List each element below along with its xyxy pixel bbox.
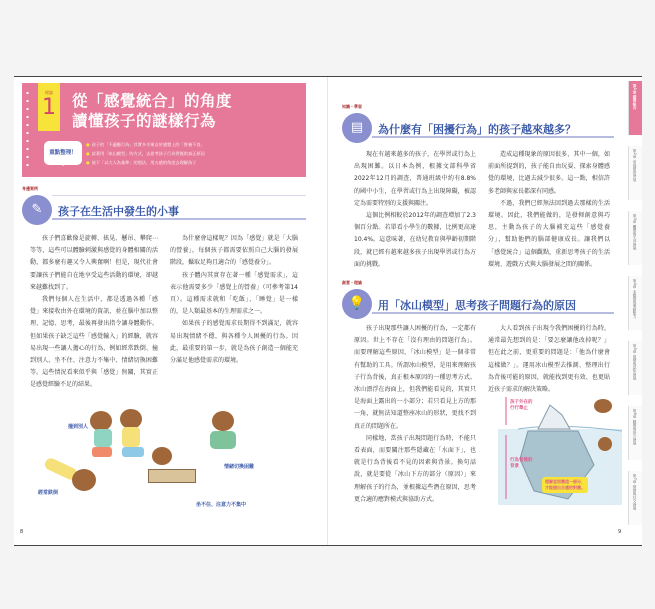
label-emotion: 情緒切換困難 bbox=[224, 464, 255, 470]
lightbulb-icon: 💡 bbox=[342, 289, 372, 319]
body-column-1 bbox=[354, 323, 476, 506]
chapter-tab[interactable]: 第4章 本體覺與運動能力 bbox=[628, 276, 642, 330]
paragraph: 我們每個人在生活中，都是透過各種「感覺」來接收由外在環境的資訊，並在腦中加以整理、記憶、思考，最後再發出指令讓身體動作。但如果孩子缺乏這些「感覺輸入」的經驗，就容易出現一些讓人擔心的行為，例如經常跌倒、撞到別人、坐不住、注意力不集中、情緒切換困難等。這些情況看來似乎與「感覺」無關，其實正是感覺經驗不足的結果。 bbox=[30, 296, 158, 389]
chapter-tab[interactable]: 第2章 前庭覺的發展 bbox=[628, 146, 642, 200]
label-bump: 撞到別人 bbox=[68, 424, 89, 430]
paragraph: 大人看到孩子出現令我們困擾的行為時，通常最先想到的是：「要怎麼讓他改掉呢？」但在此之前，更重要的問題是：「他為什麼會這樣做？」。運用冰山模型去推測、整理出行為背後可能的原因，就能找到更有效、也更貼近孩子需求的解決策略。 bbox=[488, 325, 610, 394]
paragraph: 同樣地，當孩子出現問題行為時，不能只看表面，而要關注那些隱藏在「水面下」，也就是行為背後看不見的因素與背景。換句話說，就是要從「冰山下方的部分（原因）」來理解孩子的行為，並根據這些潛在原因，思考更合適的應對模式與協助方式。 bbox=[354, 434, 476, 503]
section-tag: 知識・學習 bbox=[342, 104, 362, 109]
page-number-left: 8 bbox=[20, 529, 24, 535]
label-hidden-background: 行為背後的 背景 bbox=[510, 458, 533, 469]
children-illustration bbox=[14, 405, 327, 535]
iceberg-note: 理解並回應這一部分， 才能提出合適的對應。 bbox=[542, 477, 588, 493]
body-column-2 bbox=[488, 323, 610, 396]
label-focus: 坐不住、注意力不集中 bbox=[196, 502, 247, 508]
book-spread bbox=[14, 76, 642, 546]
summary-point: ● 放下「以大人為基準」的想法，用五感的角度去理解孩子 bbox=[86, 158, 205, 167]
section-title: 用「冰山模型」思考孩子問題行為的原因 bbox=[378, 299, 576, 312]
section-tag: 身邊案例 bbox=[22, 186, 38, 191]
chapter-number: 1 bbox=[42, 95, 56, 120]
summary-point: ● 孩子的「不適應行為」其實多半來自於感覺上的「營養不良」 bbox=[86, 140, 205, 149]
paragraph: 造成這種現象的原因很多，其中一個，如前面所提到的，孩子能自由玩耍、探索身體感覺的環境，比過去減少很多。這一點，相信許多老師與家長都深有同感。 bbox=[488, 151, 610, 195]
body-column-2 bbox=[488, 149, 610, 271]
page-number-right: 9 bbox=[618, 529, 622, 535]
chapter-tab[interactable]: 第7章 情緒與社交發展 bbox=[628, 471, 642, 525]
title-line-1: 從「感覺統合」的角度 bbox=[72, 92, 233, 110]
chapter-tabs bbox=[628, 81, 642, 536]
document-icon: ✎ bbox=[22, 195, 52, 225]
summary-points bbox=[86, 140, 205, 167]
title-line-2: 讀懂孩子的謎樣行為 bbox=[72, 112, 217, 130]
chapter-title bbox=[72, 91, 232, 131]
section-title: 孩子在生活中發生的小事 bbox=[58, 205, 179, 218]
section-heading bbox=[22, 186, 306, 225]
body-column-2 bbox=[170, 233, 298, 367]
chapter-banner bbox=[22, 83, 306, 177]
dots-decoration bbox=[26, 89, 29, 171]
section-heading-1 bbox=[342, 104, 614, 143]
chapter-label: 理論 bbox=[45, 90, 53, 95]
books-icon: ▤ bbox=[342, 113, 372, 143]
chapter-tab[interactable]: 第6章 聽覺與語言發展 bbox=[628, 406, 642, 460]
paragraph: 現在有越來越多的孩子，在學習或行為上出現困難。以日本為例，根據文部科學省2022年12月的調查，普通班級中約有8.8%的國中小生，在學習或行為上出現障礙，被認定為需要特別的支援與關注。 bbox=[354, 151, 476, 207]
label-visible-behavior: 孩子外在的 行行舉止 bbox=[510, 400, 533, 411]
body-column-1 bbox=[354, 149, 476, 271]
label-fall: 經常跌倒 bbox=[38, 490, 59, 496]
body-column-1 bbox=[30, 233, 158, 392]
section-heading-2 bbox=[342, 280, 614, 319]
paragraph: 孩子體內其實存在著一種「感覺需求」，這表示他需要多少「感覺上的營養」（可參考第14頁）。這種需求就和「吃飯」、「睡覺」是一樣的，是人類最基本的生理需求之一。 bbox=[170, 271, 298, 316]
paragraph: 如果孩子的感覺需求長期得不到滿足，就容易出現情緒不穩，與各種令人困擾的行為。因此，最重要的第一步，就是為孩子創造一個能充分滿足他感覺需求的環境。 bbox=[170, 320, 298, 365]
summary-bubble: 重點整理！ bbox=[44, 141, 82, 165]
paragraph: 孩子出現那些讓人困擾的行為，一定都有原因。世上不存在「沒有理由的問題行為」。而要理解這些原因，「冰山模型」是一個非常有幫助的工具。所謂冰山模型，是用來理解孩子行為背後，真正根本原因的一種思考方式。冰山漂浮在海面上，但我們能看見的，其實只是海面上露出的一小部分；若只看見上方的那一角，就無法知道整座冰山的形狀，更找不到真正的問題所在。 bbox=[354, 325, 476, 430]
iceberg-diagram bbox=[498, 395, 622, 505]
paragraph: 孩子們喜歡像是旋轉、搖晃、懸吊、攀爬⋯等等，這些可以體驗刺激與感覺的身體相關的活動，都多麼有趣又令人興奮啊！但是，現代社會要讓孩子們能自在地享受這些活動的環境，卻越來越難找到了。 bbox=[30, 235, 158, 291]
paragraph: 這個比例相較於2012年的調查增加了2.3個百分點。若單看小學生的數據，比例更高達10.4%。這意味著，在幼兒教育與學齡初期階段，就已經有越來越多孩子出現學習或行為方面的挑戰。 bbox=[354, 212, 476, 268]
chapter-tab[interactable]: 第1章 感覺統合 bbox=[628, 81, 642, 135]
gutter bbox=[327, 77, 328, 545]
section-tag: 創意・理論 bbox=[342, 280, 362, 285]
paragraph: 為什麼會這樣呢？因為「感覺」就是「大腦的營養」，每個孩子都需要依照自己大腦的發展階段，攝取足夠且適合的「感覺養分」。 bbox=[170, 235, 298, 267]
summary-point: ● 試著用「冰山模型」的方式，去思考孩子行為背後的真正原因 bbox=[86, 149, 205, 158]
section-title: 為什麼有「困擾行為」的孩子越來越多？ bbox=[378, 123, 576, 136]
paragraph: 不過，我們已經無法回到過去那樣的生活環境。因此，我們能做的，是發揮創意與巧思，主動為孩子的大腦補充這些「感覺養分」，幫助他們的腦部健康成長。讓我們以「感覺統合」這個觀點，重新思考孩子的生活環境、遊戲方式與大腦發展之間的關係。 bbox=[488, 199, 610, 268]
chapter-tab[interactable]: 第5章 視覺與認知發展 bbox=[628, 341, 642, 395]
chapter-tab[interactable]: 第3章 觸覺與手部發展 bbox=[628, 211, 642, 265]
chapter-number-box bbox=[38, 83, 60, 131]
